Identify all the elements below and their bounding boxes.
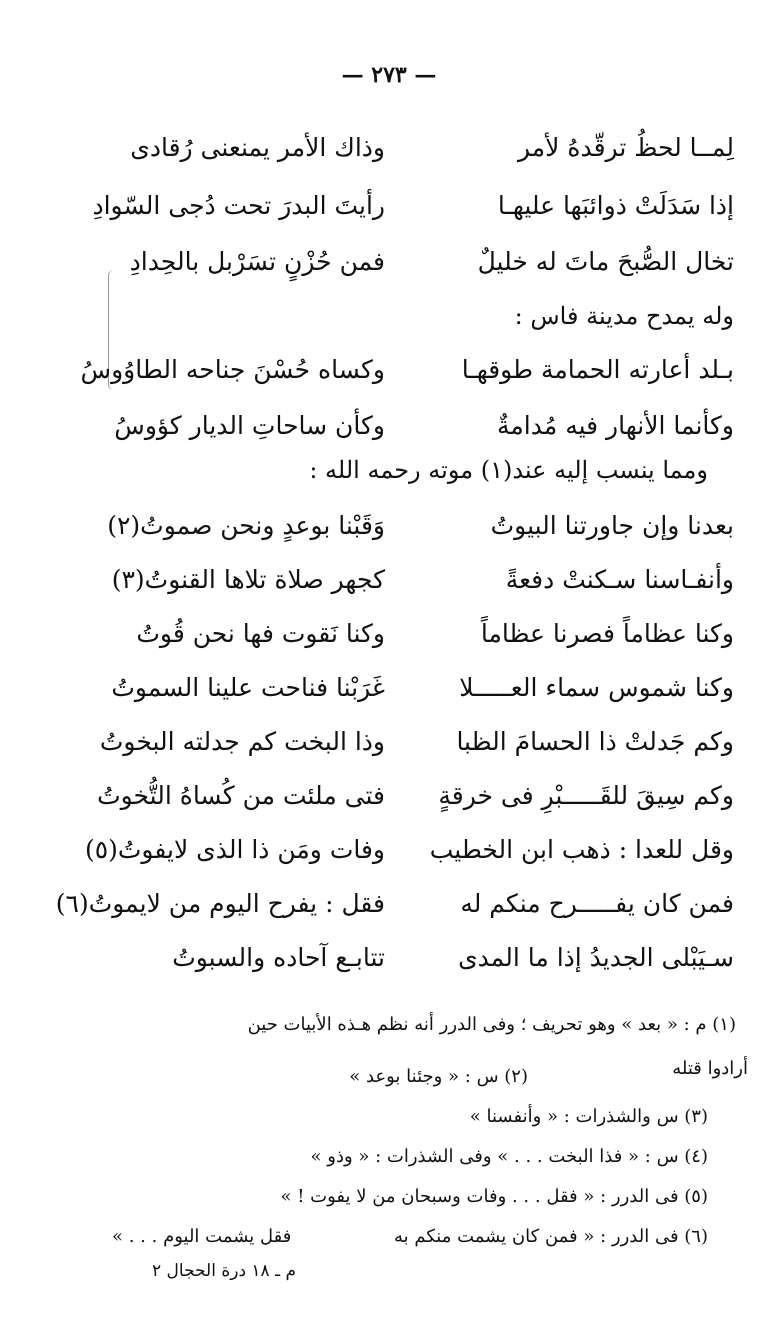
footnote-6: (٦) فى الدرر : « فمن كان يشمت منكم به bbox=[393, 1226, 708, 1247]
verse-hemistich-first: وقل للعدا : ذهب ابن الخطيب bbox=[429, 835, 734, 864]
verse-hemistich-second: كجهر صلاة تلاها القنوتُ(٣) bbox=[111, 565, 385, 594]
footnote-divider bbox=[118, 988, 738, 989]
verse-hemistich-second: وكنا نَقوت فها نحن قُوتُ bbox=[136, 619, 385, 648]
verse-hemistich-second: غَرَبْنا فناحت علينا السموتُ bbox=[111, 673, 385, 702]
verse-hemistich-first: وكأنما الأنهار فيه مُدامةٌ bbox=[497, 411, 734, 440]
verse-hemistich-second: وفات ومَن ذا الذى لايفوتُ(٥) bbox=[84, 835, 385, 864]
footnote-1: (١) م : « بعد » وهو تحريف ؛ وفى الدرر أنه نظم هـذه الأبيات حين bbox=[247, 1014, 736, 1035]
verse-hemistich-first: تخال الصُّبحَ ماتَ له خليلٌ bbox=[477, 247, 734, 276]
verse-hemistich-second: فمن حُزْنٍ تسَرْبل بالحِدادِ bbox=[129, 247, 385, 276]
verse-hemistich-first: وكنا عظاماً فصرنا عظاماً bbox=[480, 619, 734, 648]
verse-hemistich-second: تتابـع آحاده والسبوتُ bbox=[172, 943, 385, 972]
footnote-5: (٥) فى الدرر : « فقل . . . وفات وسبحان من لا يفوت ! » bbox=[280, 1186, 708, 1207]
verse-hemistich-first: وكم سِيقَ للقَـــــبْرِ فى خرقةٍ bbox=[438, 781, 734, 810]
signature-line: م ـ ١٨ درة الحجال ٢ bbox=[152, 1261, 297, 1281]
verse-hemistich-second: فتى ملئت من كُساهُ التُّخوتُ bbox=[97, 781, 385, 810]
verse-hemistich-first: سـيَبْلى الجديدُ إذا ما المدى bbox=[458, 943, 734, 972]
verse-hemistich-first: لِمــا لحظُ ترقّدهُ لأمر bbox=[517, 133, 734, 162]
verse-hemistich-first: وأنفـاسنا سـكنتْ دفعةً bbox=[505, 565, 734, 594]
verse-hemistich-second: وَقَبْنا بوعدٍ ونحن صموتُ(٢) bbox=[107, 511, 385, 540]
verse-hemistich-second: وذا البخت كم جدلته البخوتُ bbox=[99, 727, 385, 756]
verse-hemistich-first: إذا سَدَلَتْ ذوائبَها عليهـا bbox=[497, 191, 734, 220]
verse-hemistich-first: بـلد أعارته الحمامة طوقهـا bbox=[461, 355, 734, 384]
verse-hemistich-second: فقل : يفرح اليوم من لايموتُ(٦) bbox=[55, 889, 385, 918]
section-heading: ومما ينسب إليه عند(١) موته رحمه الله : bbox=[309, 456, 708, 484]
section-heading: وله يمدح مدينة فاس : bbox=[514, 302, 734, 330]
verse-hemistich-second: وكأن ساحاتِ الديار كؤوسُ bbox=[114, 411, 385, 440]
page-number: — ٢٧٣ — bbox=[341, 62, 437, 88]
verse-hemistich-first: وكنا شموس سماء العـــــلا bbox=[459, 673, 734, 702]
verse-hemistich-first: بعدنا وإن جاورتنا البيوتُ bbox=[490, 511, 734, 540]
verse-hemistich-second: رأيتَ البدرَ تحت دُجى السّوادِ bbox=[92, 191, 385, 220]
footnote-6-continued: فقل يشمت اليوم . . . » bbox=[112, 1226, 292, 1247]
footnote-2: (٢) س : « وجئنا بوعد » bbox=[349, 1066, 528, 1087]
verse-hemistich-second: وكساه حُسْنَ جناحه الطاوُوسُ bbox=[80, 355, 385, 384]
footnote-4: (٤) س : « فذا البخت . . . » وفى الشذرات : « وذو » bbox=[310, 1146, 708, 1167]
footnote-1-continued: أرادوا قتله bbox=[672, 1058, 748, 1079]
verse-hemistich-second: وذاك الأمر يمنعنى رُقادى bbox=[130, 133, 385, 162]
footnote-3: (٣) س والشذرات : « وأنفسنا » bbox=[469, 1106, 708, 1127]
verse-hemistich-first: فمن كان يفـــــرح منكم له bbox=[460, 889, 734, 918]
verse-hemistich-first: وكم جَدلتْ ذا الحسامَ الظبا bbox=[456, 727, 734, 756]
